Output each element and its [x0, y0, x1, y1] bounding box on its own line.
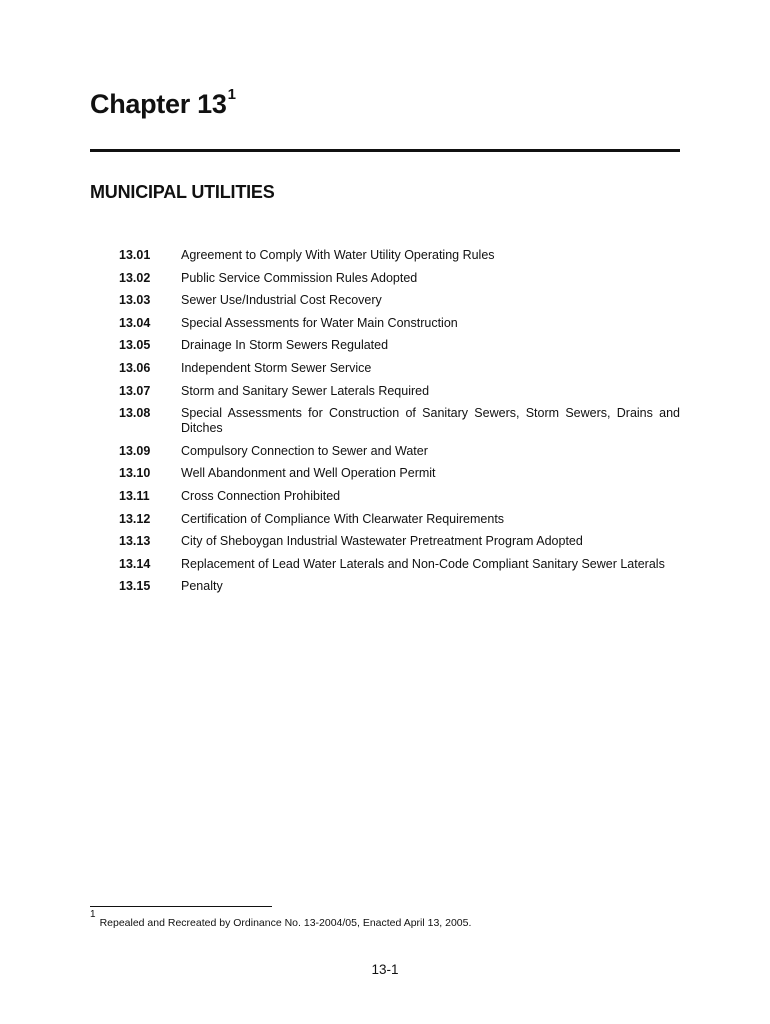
- section-heading: MUNICIPAL UTILITIES: [90, 182, 275, 202]
- toc-section-number: 13.12: [119, 511, 151, 526]
- title-rule: [90, 149, 680, 152]
- toc-row: [119, 338, 680, 353]
- toc-section-title: Public Service Commission Rules Adopted: [181, 270, 418, 285]
- toc-section-number: 13.15: [119, 579, 151, 594]
- toc-section-number: 13.07: [119, 383, 151, 398]
- toc-row: [119, 293, 680, 308]
- toc-section-number: 13.08: [119, 406, 151, 421]
- toc-row: [119, 489, 680, 504]
- toc-section-title: Special Assessments for Construction of Sanitary Sewers, Storm Sewers, Drains and Ditches: [181, 406, 680, 436]
- toc-section-number: 13.01: [119, 248, 151, 262]
- toc-row: [119, 512, 680, 527]
- chapter-title: [90, 88, 236, 120]
- toc-row: [119, 384, 680, 399]
- toc-section-title: Cross Connection Prohibited: [181, 488, 341, 503]
- toc-row: [119, 466, 680, 481]
- toc-section-number: 13.02: [119, 270, 151, 285]
- toc-section-title: Well Abandonment and Well Operation Permit: [181, 466, 436, 481]
- toc-section-number: 13.10: [119, 466, 151, 481]
- toc-row: [119, 406, 680, 436]
- toc-section-title: Penalty: [181, 579, 223, 594]
- toc-section-number: 13.06: [119, 360, 151, 375]
- toc-row: [119, 444, 680, 459]
- toc-section-title: Storm and Sanitary Sewer Laterals Required: [181, 383, 430, 398]
- toc-section-title: Certification of Compliance With Clearwater Requirements: [181, 511, 505, 526]
- footnote-rule: [90, 906, 272, 907]
- toc-section-number: 13.11: [119, 488, 150, 503]
- table-of-contents: [119, 248, 680, 602]
- toc-section-title: Drainage In Storm Sewers Regulated: [181, 338, 389, 353]
- page-number: 13-1: [371, 962, 399, 977]
- footnote-mark: 1: [90, 909, 96, 920]
- toc-section-number: 13.04: [119, 315, 151, 330]
- footnote-text: Repealed and Recreated by Ordinance No. 13-2004/05, Enacted April 13, 2005.: [99, 917, 472, 929]
- toc-row: [119, 248, 680, 263]
- toc-section-title: City of Sheboygan Industrial Wastewater Pretreatment Program Adopted: [181, 534, 583, 549]
- footnote: [90, 909, 472, 929]
- toc-section-title: Sewer Use/Industrial Cost Recovery: [181, 293, 382, 308]
- toc-row: [119, 579, 680, 594]
- toc-section-title: Compulsory Connection to Sewer and Water: [181, 443, 428, 458]
- toc-section-number: 13.14: [119, 556, 151, 571]
- toc-section-number: 13.13: [119, 534, 151, 549]
- toc-row: [119, 557, 680, 572]
- toc-section-title: Special Assessments for Water Main Construction: [181, 315, 458, 330]
- toc-section-number: 13.05: [119, 338, 151, 353]
- chapter-title-text: Chapter 13: [90, 89, 227, 119]
- toc-row: [119, 271, 680, 286]
- toc-section-title: Replacement of Lead Water Laterals and Non-Code Compliant Sanitary Sewer Laterals: [181, 556, 665, 571]
- chapter-footnote-ref[interactable]: 1: [227, 86, 236, 103]
- toc-row: [119, 361, 680, 376]
- toc-section-number: 13.03: [119, 293, 151, 308]
- toc-section-number: 13.09: [119, 443, 151, 458]
- toc-row: [119, 316, 680, 331]
- toc-section-title: Independent Storm Sewer Service: [181, 360, 372, 375]
- toc-row: [119, 534, 680, 549]
- toc-section-title: Agreement to Comply With Water Utility Operating Rules: [181, 248, 495, 262]
